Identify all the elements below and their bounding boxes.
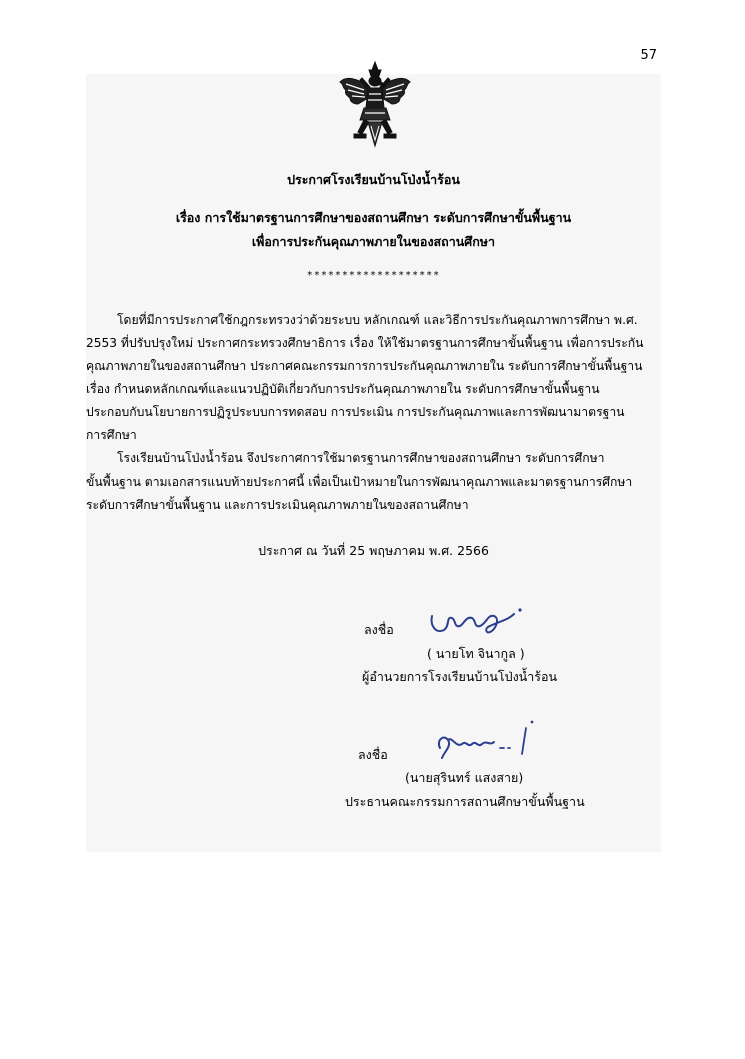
announcement-title: ประกาศโรงเรียนบ้านโป่งน้ำร้อน: [287, 172, 460, 187]
signer-2-position: ประธานคณะกรรมการสถานศึกษาขั้นพื้นฐาน: [345, 794, 585, 809]
paragraph-1-line: โดยที่มีการประกาศใช้กฎกระทรวงว่าด้วยระบบ หลักเกณฑ์ และวิธีการประกันคุณภาพการศึกษา พ.ศ.: [86, 313, 638, 327]
announcement-subject-line-1: เรื่อง การใช้มาตรฐานการศึกษาของสถานศึกษา ระดับการศึกษาขั้นพื้นฐาน: [175, 210, 572, 225]
garuda-emblem-icon: [338, 60, 412, 148]
paragraph-1-line: เรื่อง กำหนดหลักเกณฑ์และแนวปฏิบัติเกี่ยวกับการประกันคุณภาพภายใน ระดับการศึกษาขั้นพื้นฐาน: [86, 382, 600, 396]
chairman-signature: [434, 718, 534, 762]
signer-1-name: ( นายโท จินากูล ): [427, 646, 525, 661]
paragraph-2-line: โรงเรียนบ้านโป่งน้ำร้อน จึงประกาศการใช้มาตรฐานการศึกษาของสถานศึกษา ระดับการศึกษา: [86, 451, 605, 465]
director-signature: [428, 604, 524, 640]
paragraph-2-line: ขั้นพื้นฐาน ตามเอกสารแนบท้ายประกาศนี้ เพื่อเป็นเป้าหมายในการพัฒนาคุณภาพและมาตรฐานการศึกษา: [86, 475, 633, 489]
signer-1-position: ผู้อำนวยการโรงเรียนบ้านโป่งน้ำร้อน: [362, 669, 558, 684]
paragraph-2-line: ระดับการศึกษาขั้นพื้นฐาน และการประเมินคุณภาพภายในของสถานศึกษา: [86, 498, 469, 512]
paragraph-1-line: ประกอบกับนโยบายการปฏิรูประบบการทดสอบ การประเมิน การประกันคุณภาพและการพัฒนามาตรฐาน: [86, 405, 625, 419]
paragraph-1-line: 2553 ที่ปรับปรุงใหม่ ประกาศกระทรวงศึกษาธิการ เรื่อง ให้ใช้มาตรฐานการศึกษาขั้นพื้นฐาน เพื่อการประกัน: [86, 336, 644, 350]
announcement-date: ประกาศ ณ วันที่ 25 พฤษภาคม พ.ศ. 2566: [258, 543, 489, 558]
paragraph-1-line: การศึกษา: [86, 428, 137, 442]
signature-label: ลงชื่อ: [358, 747, 388, 762]
separator: *******************: [306, 270, 441, 281]
signature-label: ลงชื่อ: [364, 622, 394, 637]
page-number: 57: [640, 48, 657, 63]
announcement-subject-line-2: เพื่อการประกันคุณภาพภายในของสถานศึกษา: [251, 234, 496, 249]
signer-2-name: (นายสุรินทร์ แสงสาย): [405, 770, 524, 785]
paragraph-1-line: คุณภาพภายในของสถานศึกษา ประกาศคณะกรรมการการประกันคุณภาพภายใน ระดับการศึกษาขั้นพื้นฐาน: [86, 359, 643, 373]
